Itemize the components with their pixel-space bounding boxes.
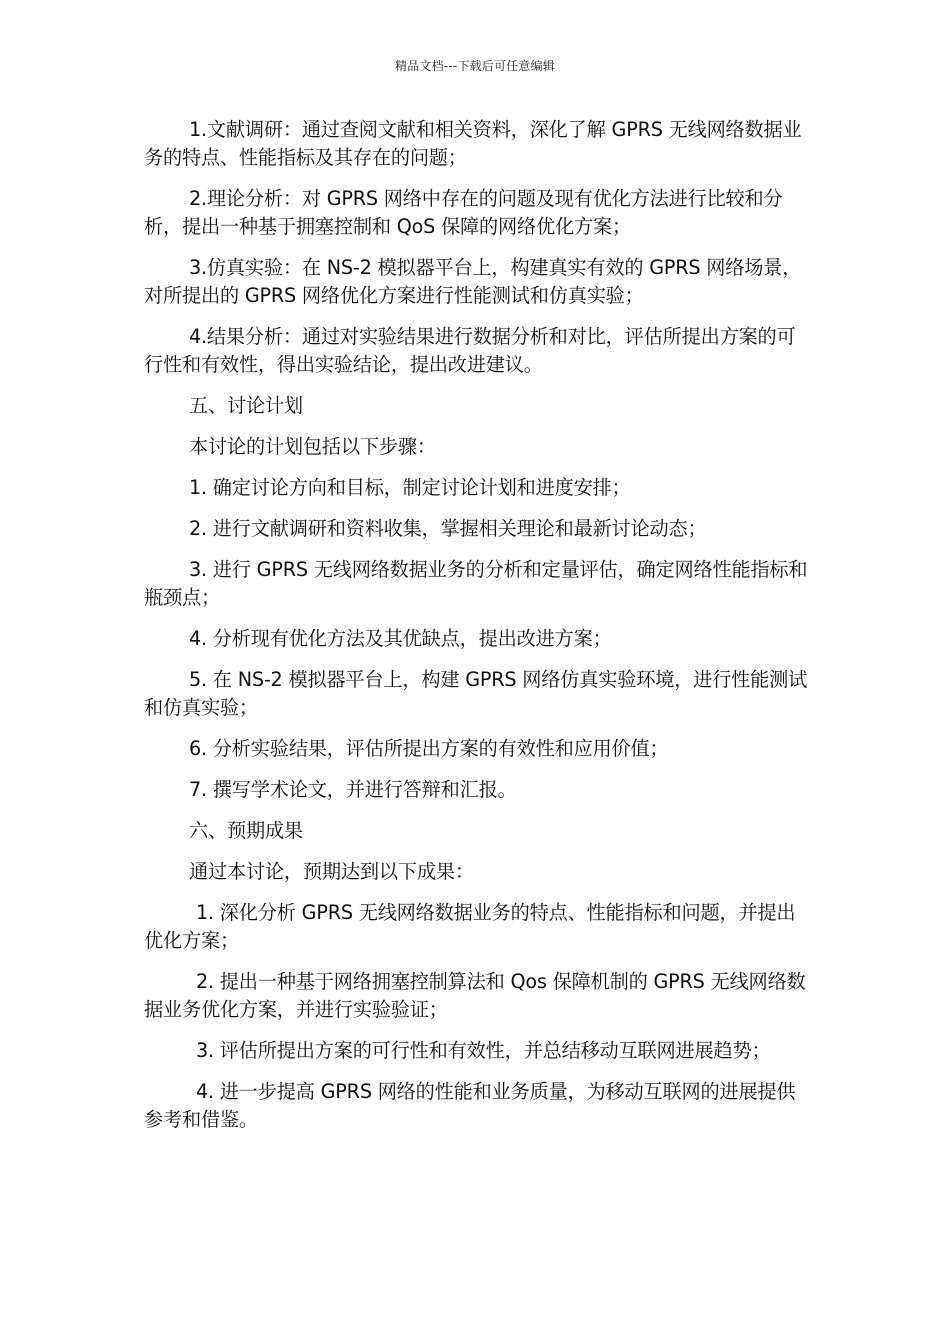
outcome-4: 4. 进一步提高 GPRS 网络的性能和业务质量，为移动互联网的进展提供参考和借鉴。 [144,1080,796,1131]
outcome-3: 3. 评估所提出方案的可行性和有效性，并总结移动互联网进展趋势； [196,1039,771,1062]
method-theoretical-analysis: 2.理论分析：对 GPRS 网络中存在的问题及现有优化方法进行比较和分析，提出一种基于拥塞控制和 QoS 保障的网络优化方案； [144,187,783,238]
section-heading-plan: 五、讨论计划 [189,394,303,417]
outcome-1: 1. 深化分析 GPRS 无线网络数据业务的特点、性能指标和问题，并提出优化方案； [144,901,796,952]
method-literature-review: 1.文献调研：通过查阅文献和相关资料，深化了解 GPRS 无线网络数据业务的特点、性能指标及其存在的问题； [144,118,802,169]
plan-step-4: 4. 分析现有优化方法及其优缺点，提出改进方案； [189,627,612,650]
method-result-analysis: 4.结果分析：通过对实验结果进行数据分析和对比，评估所提出方案的可行性和有效性，得出实验结论，提出改进建议。 [144,325,796,376]
plan-step-3: 3. 进行 GPRS 无线网络数据业务的分析和定量评估，确定网络性能指标和瓶颈点； [144,558,808,609]
plan-intro: 本讨论的计划包括以下步骤： [189,435,436,458]
plan-step-5: 5. 在 NS-2 模拟器平台上，构建 GPRS 网络仿真实验环境，进行性能测试和仿真实验； [144,668,808,719]
plan-step-2: 2. 进行文献调研和资料收集，掌握相关理论和最新讨论动态； [189,517,707,540]
plan-step-1: 1. 确定讨论方向和目标，制定讨论计划和进度安排； [189,476,631,499]
outcomes-intro: 通过本讨论，预期达到以下成果： [189,860,474,883]
plan-step-7: 7. 撰写学术论文，并进行答辩和汇报。 [189,778,517,801]
page-header: 精品文档---下载后可任意编辑 [395,59,555,73]
outcome-2: 2. 提出一种基于网络拥塞控制算法和 Qos 保障机制的 GPRS 无线网络数据业务优化方案，并进行实验验证； [144,970,806,1021]
section-heading-outcomes: 六、预期成果 [189,819,303,842]
document-body [144,116,812,1147]
plan-step-6: 6. 分析实验结果，评估所提出方案的有效性和应用价值； [189,737,669,760]
method-simulation-experiment: 3.仿真实验：在 NS-2 模拟器平台上，构建真实有效的 GPRS 网络场景，对所提出的 GPRS 网络优化方案进行性能测试和仿真实验； [144,256,802,307]
